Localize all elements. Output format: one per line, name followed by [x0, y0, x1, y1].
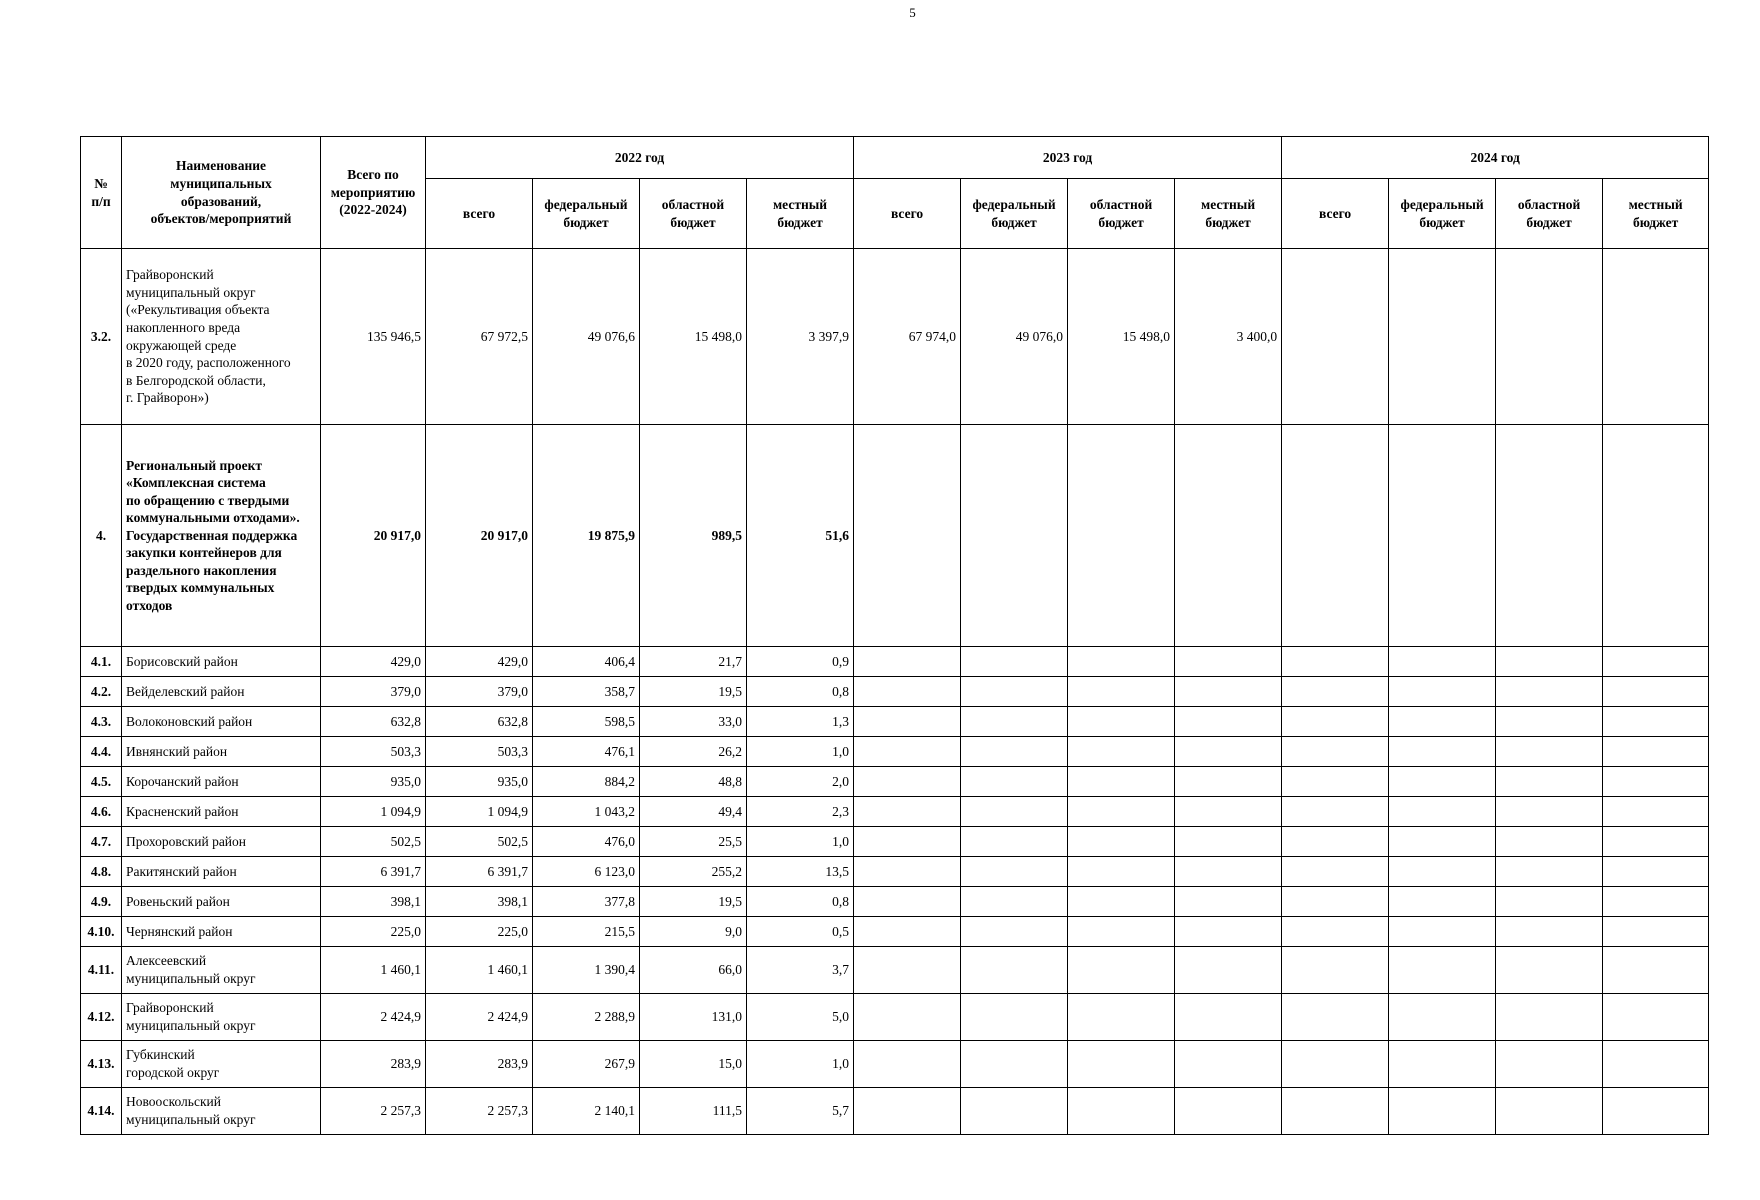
row-value	[854, 827, 961, 857]
table-row	[81, 707, 1709, 737]
row-value: 283,9	[426, 1041, 533, 1088]
row-name: Грайворонский муниципальный округ	[122, 994, 321, 1041]
row-value	[854, 887, 961, 917]
row-value	[1068, 1041, 1175, 1088]
table-row	[81, 677, 1709, 707]
row-value: 632,8	[426, 707, 533, 737]
header-num: № п/п	[81, 137, 122, 249]
row-value	[1068, 737, 1175, 767]
row-value	[1603, 1041, 1709, 1088]
row-name: Корочанский район	[122, 767, 321, 797]
row-value	[1282, 249, 1389, 425]
row-value: 3 397,9	[747, 249, 854, 425]
row-value	[1068, 947, 1175, 994]
header-sub-local: местный бюджет	[1175, 179, 1282, 249]
row-name: Борисовский район	[122, 647, 321, 677]
row-value	[1389, 677, 1496, 707]
row-value	[1603, 994, 1709, 1041]
table-row	[81, 767, 1709, 797]
row-value: 989,5	[640, 425, 747, 647]
row-value: 1,0	[747, 737, 854, 767]
row-total: 6 391,7	[321, 857, 426, 887]
row-value: 15 498,0	[1068, 249, 1175, 425]
row-value	[854, 647, 961, 677]
row-total: 20 917,0	[321, 425, 426, 647]
row-value	[961, 917, 1068, 947]
row-value	[1389, 994, 1496, 1041]
table-row	[81, 947, 1709, 994]
row-value	[1389, 857, 1496, 887]
row-value	[1175, 947, 1282, 994]
row-value	[961, 425, 1068, 647]
row-value	[961, 767, 1068, 797]
row-total: 225,0	[321, 917, 426, 947]
row-value	[1496, 887, 1603, 917]
row-value	[1175, 1088, 1282, 1135]
row-value: 33,0	[640, 707, 747, 737]
row-value: 49,4	[640, 797, 747, 827]
row-value: 20 917,0	[426, 425, 533, 647]
row-value	[1389, 767, 1496, 797]
row-value: 15,0	[640, 1041, 747, 1088]
row-value	[1496, 647, 1603, 677]
header-sub-local: местный бюджет	[747, 179, 854, 249]
row-number: 4.1.	[81, 647, 122, 677]
row-value: 429,0	[426, 647, 533, 677]
row-value	[1175, 797, 1282, 827]
row-name: Ивнянский район	[122, 737, 321, 767]
row-value	[961, 1041, 1068, 1088]
row-value	[1496, 737, 1603, 767]
row-number: 4.9.	[81, 887, 122, 917]
table-row	[81, 737, 1709, 767]
row-value	[1175, 737, 1282, 767]
row-value	[961, 947, 1068, 994]
row-value	[1068, 797, 1175, 827]
row-number: 4.7.	[81, 827, 122, 857]
row-value	[854, 707, 961, 737]
row-value	[961, 857, 1068, 887]
row-value	[961, 647, 1068, 677]
row-value	[854, 677, 961, 707]
row-value	[1175, 994, 1282, 1041]
row-value	[1282, 767, 1389, 797]
row-value: 51,6	[747, 425, 854, 647]
row-value	[1603, 737, 1709, 767]
row-value	[1496, 249, 1603, 425]
table-row	[81, 827, 1709, 857]
row-value	[1603, 947, 1709, 994]
row-total: 503,3	[321, 737, 426, 767]
row-name: Волоконовский район	[122, 707, 321, 737]
row-value: 1 094,9	[426, 797, 533, 827]
row-value: 13,5	[747, 857, 854, 887]
row-value: 5,0	[747, 994, 854, 1041]
row-value	[1603, 1088, 1709, 1135]
row-value	[961, 887, 1068, 917]
row-value: 0,8	[747, 677, 854, 707]
row-value	[1389, 827, 1496, 857]
row-value: 255,2	[640, 857, 747, 887]
row-value	[854, 917, 961, 947]
row-value	[1068, 857, 1175, 887]
row-value	[1068, 767, 1175, 797]
row-value	[1282, 947, 1389, 994]
row-value	[1175, 647, 1282, 677]
row-value: 2 424,9	[426, 994, 533, 1041]
row-value: 1 460,1	[426, 947, 533, 994]
row-name: Ровеньский район	[122, 887, 321, 917]
row-name: Алексеевский муниципальный округ	[122, 947, 321, 994]
row-value	[1068, 677, 1175, 707]
row-value	[1068, 425, 1175, 647]
row-value	[1175, 425, 1282, 647]
row-value	[961, 1088, 1068, 1135]
header-sub-regional: областной бюджет	[1496, 179, 1603, 249]
row-value: 49 076,6	[533, 249, 640, 425]
header-row-years	[81, 137, 1709, 179]
row-value	[1282, 677, 1389, 707]
row-value	[1496, 677, 1603, 707]
row-value: 2,3	[747, 797, 854, 827]
row-value: 21,7	[640, 647, 747, 677]
row-value	[1496, 827, 1603, 857]
row-value: 935,0	[426, 767, 533, 797]
row-value: 0,8	[747, 887, 854, 917]
row-total: 398,1	[321, 887, 426, 917]
row-number: 4.8.	[81, 857, 122, 887]
row-total: 2 424,9	[321, 994, 426, 1041]
row-number: 3.2.	[81, 249, 122, 425]
row-total: 135 946,5	[321, 249, 426, 425]
row-total: 429,0	[321, 647, 426, 677]
table-row	[81, 887, 1709, 917]
row-value: 1,3	[747, 707, 854, 737]
row-number: 4.14.	[81, 1088, 122, 1135]
table-row	[81, 1041, 1709, 1088]
row-value: 476,1	[533, 737, 640, 767]
row-value	[1389, 797, 1496, 827]
header-sub-regional: областной бюджет	[1068, 179, 1175, 249]
row-value: 49 076,0	[961, 249, 1068, 425]
header-sub-local: местный бюджет	[1603, 179, 1709, 249]
row-value	[1068, 707, 1175, 737]
header-sub-total: всего	[426, 179, 533, 249]
row-value	[854, 767, 961, 797]
row-name: Новооскольский муниципальный округ	[122, 1088, 321, 1135]
row-value	[1496, 1041, 1603, 1088]
header-sub-federal: федеральный бюджет	[533, 179, 640, 249]
row-value	[1282, 857, 1389, 887]
row-value	[1282, 707, 1389, 737]
row-value: 598,5	[533, 707, 640, 737]
table-row	[81, 797, 1709, 827]
row-value: 67 972,5	[426, 249, 533, 425]
table-row	[81, 917, 1709, 947]
row-value	[1068, 1088, 1175, 1135]
table-row	[81, 425, 1709, 647]
row-value: 131,0	[640, 994, 747, 1041]
row-value	[1603, 857, 1709, 887]
row-value	[1603, 647, 1709, 677]
row-total: 502,5	[321, 827, 426, 857]
row-number: 4.10.	[81, 917, 122, 947]
page-number: 5	[909, 5, 916, 20]
row-value	[1496, 1088, 1603, 1135]
row-name: Ракитянский район	[122, 857, 321, 887]
row-value	[1068, 917, 1175, 947]
row-value	[854, 857, 961, 887]
row-value	[854, 1041, 961, 1088]
row-value	[1175, 917, 1282, 947]
table-row	[81, 647, 1709, 677]
row-value: 0,9	[747, 647, 854, 677]
row-value	[1603, 707, 1709, 737]
row-value	[1496, 857, 1603, 887]
row-name: Вейделевский район	[122, 677, 321, 707]
row-value	[1175, 767, 1282, 797]
row-value: 406,4	[533, 647, 640, 677]
row-number: 4.11.	[81, 947, 122, 994]
row-number: 4.5.	[81, 767, 122, 797]
row-value	[1282, 994, 1389, 1041]
table-body	[81, 249, 1709, 1135]
row-value: 379,0	[426, 677, 533, 707]
row-value	[1389, 887, 1496, 917]
row-value	[1603, 767, 1709, 797]
row-value	[854, 994, 961, 1041]
row-value: 2 257,3	[426, 1088, 533, 1135]
row-value: 66,0	[640, 947, 747, 994]
row-value: 1,0	[747, 1041, 854, 1088]
row-number: 4.4.	[81, 737, 122, 767]
row-value	[1389, 1041, 1496, 1088]
row-value: 26,2	[640, 737, 747, 767]
row-value: 9,0	[640, 917, 747, 947]
row-value	[1496, 707, 1603, 737]
row-value: 67 974,0	[854, 249, 961, 425]
row-value	[1175, 1041, 1282, 1088]
row-value	[1603, 249, 1709, 425]
header-year-2022: 2022 год	[426, 137, 854, 179]
row-value	[854, 425, 961, 647]
row-value	[1175, 827, 1282, 857]
row-value	[961, 797, 1068, 827]
row-value	[1282, 887, 1389, 917]
row-name: Чернянский район	[122, 917, 321, 947]
table-row	[81, 249, 1709, 425]
header-sub-federal: федеральный бюджет	[1389, 179, 1496, 249]
row-value: 377,8	[533, 887, 640, 917]
row-value: 48,8	[640, 767, 747, 797]
row-value	[1389, 249, 1496, 425]
row-total: 379,0	[321, 677, 426, 707]
row-name: Региональный проект «Комплексная система по обращению с твердыми коммунальными отходами». Государственная поддержка закупки контейнеров для раздельного накопления твердых коммунальных отходов	[122, 425, 321, 647]
row-value	[1175, 677, 1282, 707]
row-value: 2,0	[747, 767, 854, 797]
row-value: 19,5	[640, 887, 747, 917]
row-value: 476,0	[533, 827, 640, 857]
row-value: 19 875,9	[533, 425, 640, 647]
row-value: 0,5	[747, 917, 854, 947]
row-value	[1175, 887, 1282, 917]
row-value	[1282, 647, 1389, 677]
row-value	[1389, 425, 1496, 647]
row-value: 2 288,9	[533, 994, 640, 1041]
row-value	[1496, 797, 1603, 827]
row-value	[1068, 827, 1175, 857]
row-value	[961, 707, 1068, 737]
row-value: 502,5	[426, 827, 533, 857]
row-number: 4.12.	[81, 994, 122, 1041]
row-value: 398,1	[426, 887, 533, 917]
row-value: 5,7	[747, 1088, 854, 1135]
row-value	[1389, 917, 1496, 947]
table-row	[81, 1088, 1709, 1135]
row-name: Красненский район	[122, 797, 321, 827]
row-name: Губкинский городской округ	[122, 1041, 321, 1088]
row-value: 215,5	[533, 917, 640, 947]
budget-table	[80, 136, 1709, 1135]
row-total: 1 460,1	[321, 947, 426, 994]
row-value	[1282, 1088, 1389, 1135]
row-value	[1282, 917, 1389, 947]
row-value	[1389, 647, 1496, 677]
table-row	[81, 857, 1709, 887]
header-sub-regional: областной бюджет	[640, 179, 747, 249]
row-value	[1603, 887, 1709, 917]
row-value	[1603, 425, 1709, 647]
row-value: 1 043,2	[533, 797, 640, 827]
row-value	[1282, 737, 1389, 767]
row-value: 6 123,0	[533, 857, 640, 887]
row-value: 3 400,0	[1175, 249, 1282, 425]
row-value	[1496, 947, 1603, 994]
row-number: 4.	[81, 425, 122, 647]
row-value: 884,2	[533, 767, 640, 797]
row-value	[961, 994, 1068, 1041]
row-value	[1389, 737, 1496, 767]
row-value	[1496, 917, 1603, 947]
row-value: 2 140,1	[533, 1088, 640, 1135]
header-sub-total: всего	[1282, 179, 1389, 249]
header-sub-federal: федеральный бюджет	[961, 179, 1068, 249]
row-value: 3,7	[747, 947, 854, 994]
row-value: 503,3	[426, 737, 533, 767]
row-value	[1496, 767, 1603, 797]
header-year-2023: 2023 год	[854, 137, 1282, 179]
row-value	[1496, 425, 1603, 647]
row-value: 25,5	[640, 827, 747, 857]
row-value	[1389, 707, 1496, 737]
row-value	[1496, 994, 1603, 1041]
row-value: 358,7	[533, 677, 640, 707]
row-value	[854, 737, 961, 767]
row-total: 632,8	[321, 707, 426, 737]
row-value	[1282, 797, 1389, 827]
row-value	[1068, 647, 1175, 677]
row-value	[854, 947, 961, 994]
row-value	[1603, 797, 1709, 827]
row-value	[1603, 917, 1709, 947]
row-value	[1282, 1041, 1389, 1088]
header-name: Наименование муниципальных образований, объектов/мероприятий	[122, 137, 321, 249]
row-number: 4.6.	[81, 797, 122, 827]
row-value: 225,0	[426, 917, 533, 947]
row-total: 1 094,9	[321, 797, 426, 827]
row-value	[1068, 994, 1175, 1041]
row-value: 1 390,4	[533, 947, 640, 994]
row-name: Прохоровский район	[122, 827, 321, 857]
row-value	[1175, 707, 1282, 737]
row-value	[1175, 857, 1282, 887]
row-value: 6 391,7	[426, 857, 533, 887]
row-value: 1,0	[747, 827, 854, 857]
row-number: 4.3.	[81, 707, 122, 737]
row-total: 935,0	[321, 767, 426, 797]
row-value	[854, 1088, 961, 1135]
row-value: 111,5	[640, 1088, 747, 1135]
row-value: 15 498,0	[640, 249, 747, 425]
row-number: 4.2.	[81, 677, 122, 707]
header-year-2024: 2024 год	[1282, 137, 1709, 179]
row-value	[854, 797, 961, 827]
row-value	[1603, 677, 1709, 707]
row-value	[961, 737, 1068, 767]
row-value	[1282, 425, 1389, 647]
row-value	[1068, 887, 1175, 917]
row-total: 283,9	[321, 1041, 426, 1088]
row-value	[961, 827, 1068, 857]
row-number: 4.13.	[81, 1041, 122, 1088]
header-sub-total: всего	[854, 179, 961, 249]
table-row	[81, 994, 1709, 1041]
row-value	[961, 677, 1068, 707]
row-value: 267,9	[533, 1041, 640, 1088]
row-value: 19,5	[640, 677, 747, 707]
row-value	[1603, 827, 1709, 857]
row-name: Грайворонский муниципальный округ («Рекультивация объекта накопленного вреда окружающей среде в 2020 году, расположенного в Белгородской области, г. Грайворон»)	[122, 249, 321, 425]
row-value	[1282, 827, 1389, 857]
row-total: 2 257,3	[321, 1088, 426, 1135]
row-value	[1389, 1088, 1496, 1135]
row-value	[1389, 947, 1496, 994]
header-total: Всего по мероприятию (2022-2024)	[321, 137, 426, 249]
